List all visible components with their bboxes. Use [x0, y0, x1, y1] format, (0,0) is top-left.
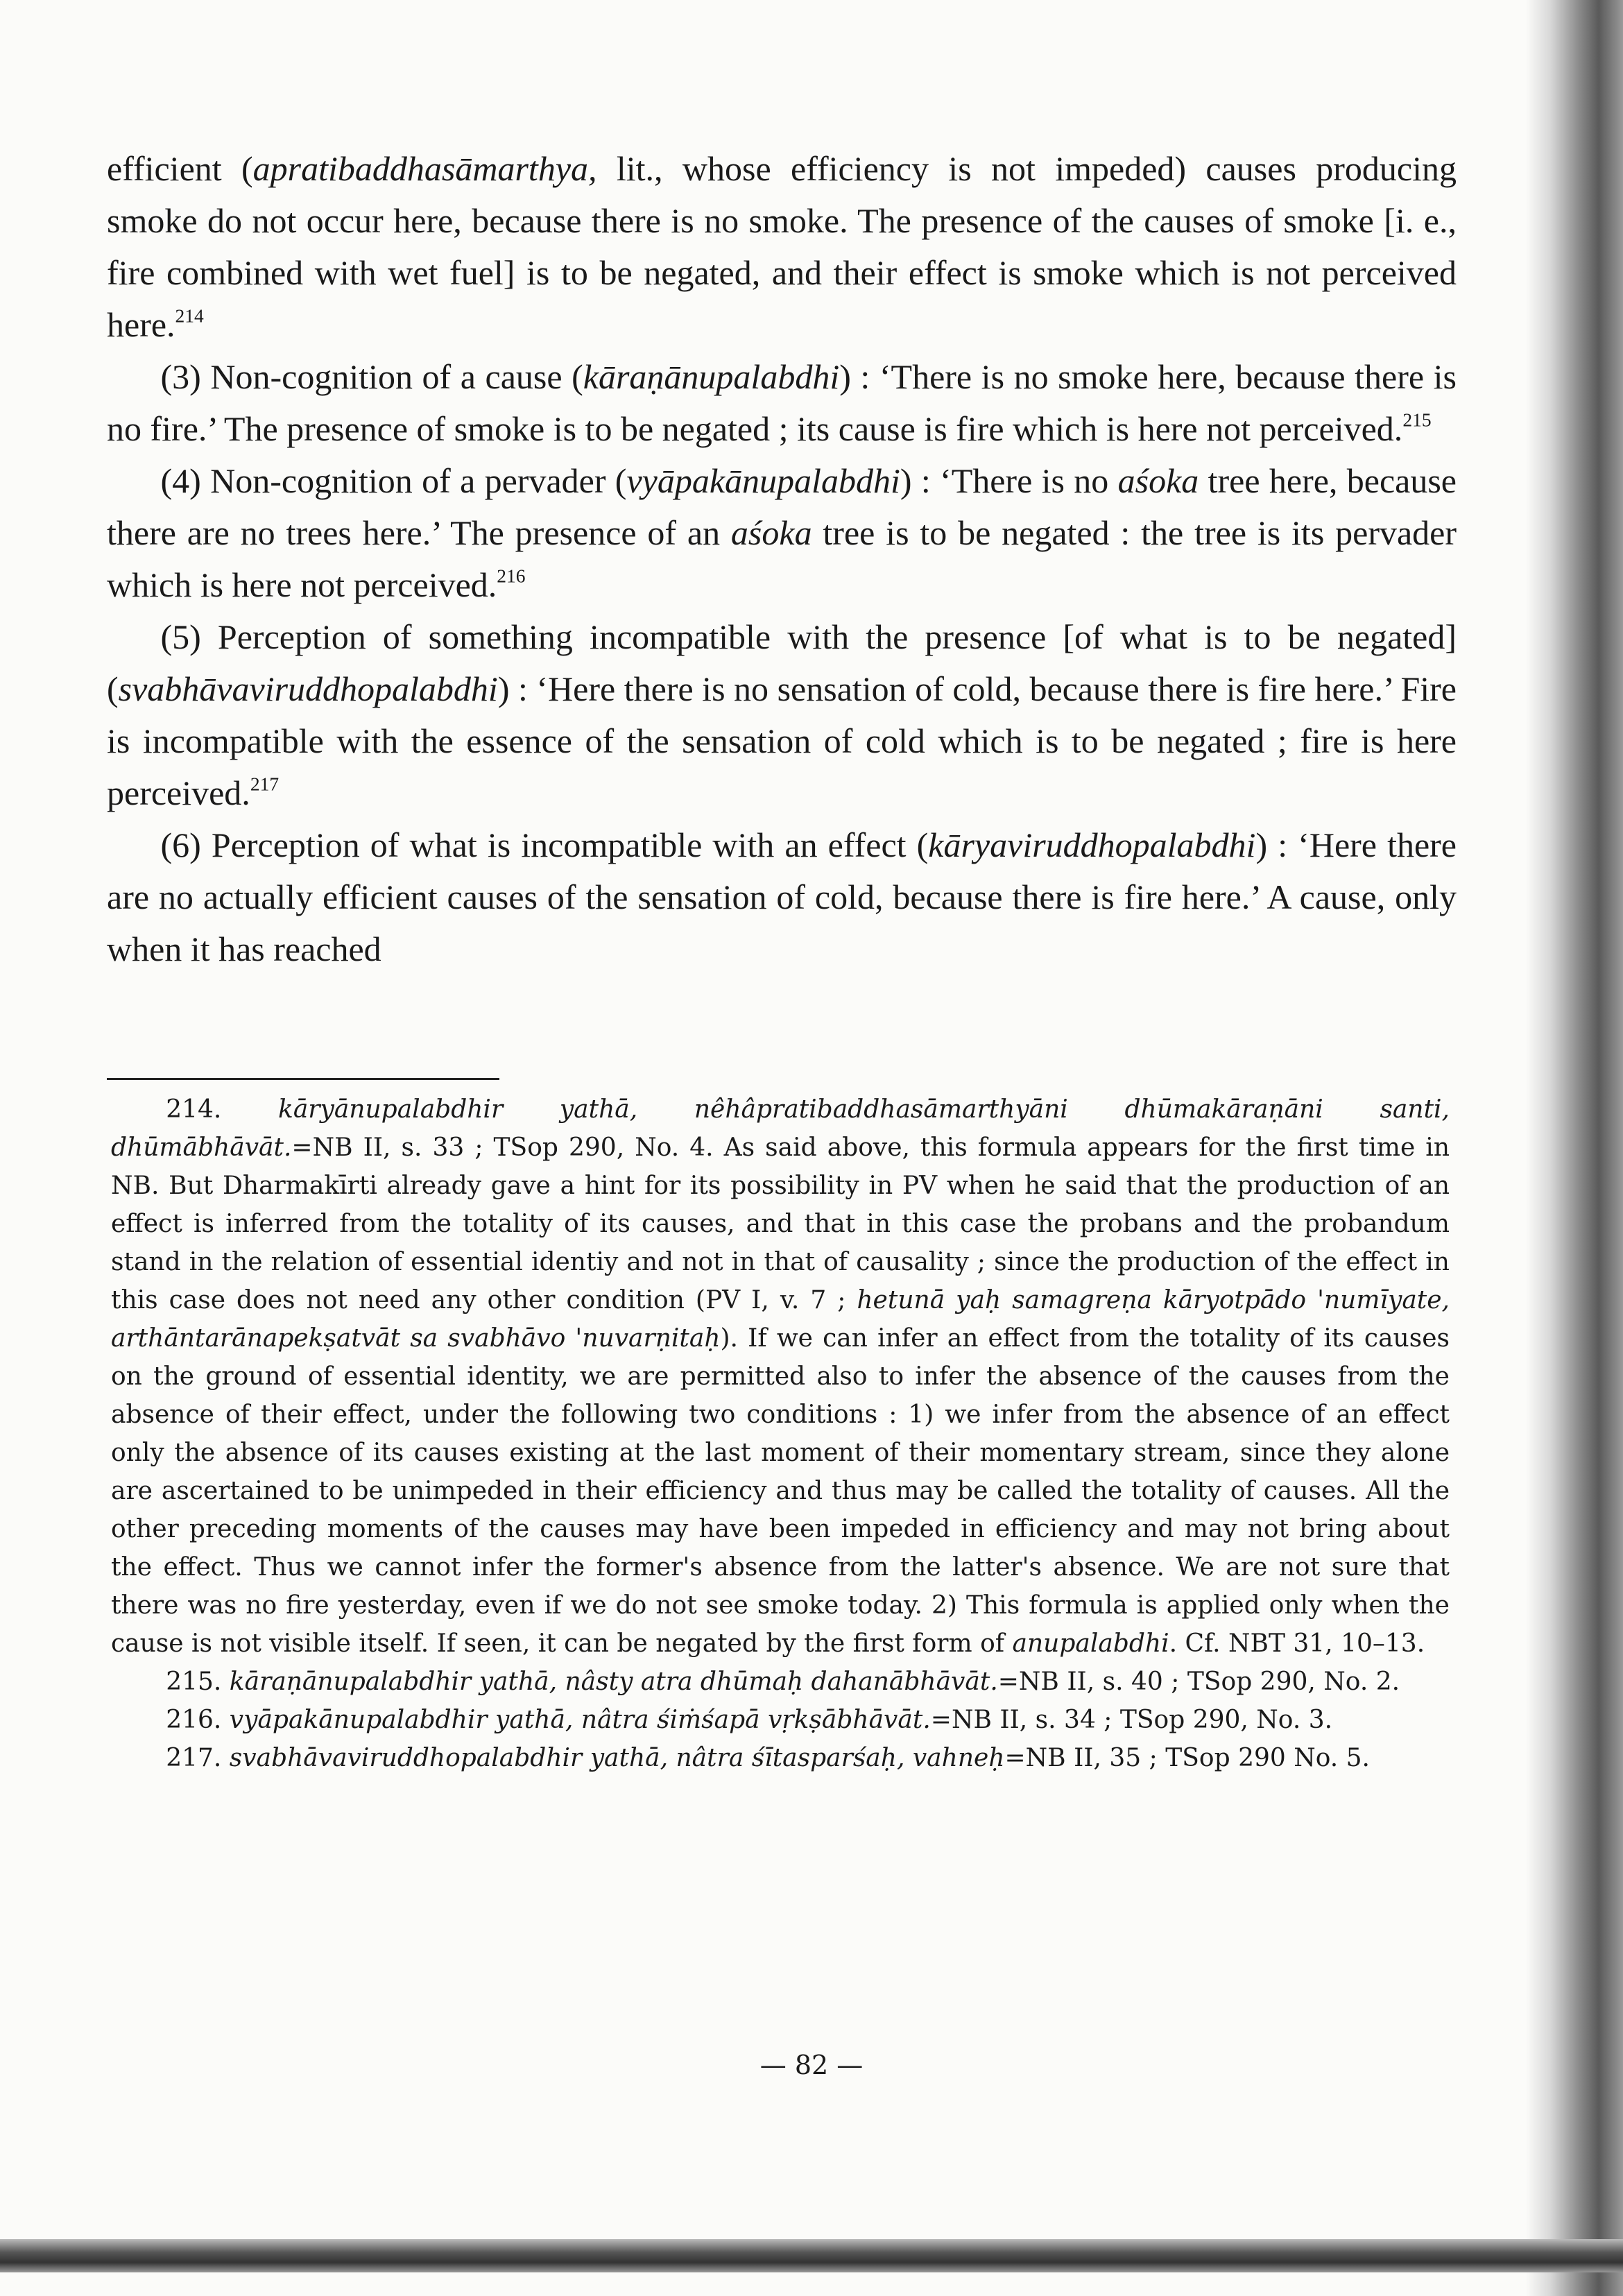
- paragraph: [107, 819, 1457, 975]
- footnote: [111, 1090, 1450, 1663]
- text-run: (3) Non-cognition of a cause (: [160, 357, 583, 396]
- text-run: 214.: [166, 1095, 279, 1124]
- italic-term: svabhāvaviruddhopalabdhir yathā, nâtra śītasparśaḥ, vahneḥ: [229, 1744, 1005, 1772]
- italic-term: anupalabdhi: [1012, 1629, 1169, 1658]
- page-number: — 82 —: [759, 2050, 864, 2080]
- paragraph: [107, 611, 1457, 819]
- footnote: [111, 1663, 1450, 1701]
- text-run: =NB II, s. 40 ; TSop 290, No. 2.: [997, 1668, 1400, 1696]
- italic-term: aśoka: [1117, 461, 1199, 500]
- footnote-reference: 215: [1402, 409, 1432, 431]
- text-run: ) : ‘There is no smoke here, because there is no fire.’ The presence of smoke is to be negated ; its cause is fire which is here not perceived.: [107, 357, 1457, 448]
- italic-term: kāraṇānupalabdhi: [583, 357, 840, 396]
- footnote-reference: 214: [175, 305, 204, 327]
- text-run: (5) Perception of something incompatible with the presence [of what is to be negated] (: [107, 617, 1457, 708]
- footnotes: [111, 1090, 1450, 1777]
- footnote: [111, 1701, 1450, 1739]
- text-run: 215.: [166, 1668, 230, 1696]
- main-text: [107, 143, 1457, 975]
- italic-term: kāryānupalabdhir yathā, nêhâpratibaddhasāmarthyāni dhūmakāraṇāni santi, dhūmābhāvāt.: [111, 1095, 1450, 1162]
- footnote: [111, 1739, 1450, 1777]
- text-run: (6) Perception of what is incompatible with an effect (: [160, 825, 929, 864]
- text-run: tree is to be negated : the tree is its pervader which is here not perceived.: [107, 513, 1457, 604]
- italic-term: kāryaviruddhopalabdhi: [928, 825, 1256, 864]
- text-run: 216.: [166, 1706, 230, 1734]
- footnote-reference: 216: [497, 565, 526, 587]
- paragraph: [107, 455, 1457, 611]
- text-run: ) : ‘There is no: [900, 461, 1118, 500]
- text-run: 217.: [166, 1744, 230, 1772]
- italic-term: svabhāvaviruddhopalabdhi: [118, 669, 498, 708]
- italic-term: vyāpakānupalabdhi: [626, 461, 900, 500]
- italic-term: hetunā yaḥ samagreṇa kāryotpādo 'numīyate, arthāntarānapekṣatvāt sa svabhāvo 'nuvarṇitaḥ: [111, 1286, 1450, 1353]
- italic-term: kāraṇānupalabdhir yathā, nâsty atra dhūmaḥ dahanābhāvāt.: [229, 1668, 998, 1696]
- scan-edge-shadow: [1526, 0, 1623, 2296]
- paragraph: [107, 143, 1457, 351]
- italic-term: apratibaddhasāmarthya,: [252, 149, 597, 188]
- text-run: efficient (: [107, 149, 253, 188]
- text-run: =NB II, s. 34 ; TSop 290, No. 3.: [930, 1706, 1333, 1734]
- footnote-reference: 217: [250, 773, 280, 795]
- text-run: =NB II, 35 ; TSop 290 No. 5.: [1004, 1744, 1370, 1772]
- italic-term: aśoka: [730, 513, 812, 552]
- text-run: ). If we can infer an effect from the totality of its causes on the ground of essential identity, we are permitted also to infer the absence of the causes from the absence of their effect, under the following two conditions : 1) we infer from the absence of an effect only the absence of its causes existing at the last moment of their momentary stream, since they alone are ascertained to be unimpeded in their efficiency and thus may be called the totality of causes. All the other preceding moments of the causes may have been impeded in efficiency and may not bring about the effect. Thus we cannot infer the former's absence from the latter's absence. We are not sure that there was no fire yesterday, even if we do not see smoke today. 2) This formula is applied only when the cause is not visible itself. If seen, it can be negated by the first form of: [111, 1324, 1450, 1658]
- footnote-separator: [107, 1078, 499, 1080]
- paragraph: [107, 351, 1457, 455]
- text-run: lit., whose efficiency is not impeded) causes producing smoke do not occur here, because there is no smoke. The presence of the causes of smoke [i. e., fire combined with wet fuel] is to be negated, and their effect is smoke which is not perceived here.: [107, 149, 1457, 344]
- scan-bottom-band: [0, 2239, 1623, 2272]
- italic-term: vyāpakānupalabdhir yathā, nâtra śiṁśapā vṛkṣābhāvāt.: [229, 1706, 931, 1734]
- text-run: =NB II, s. 33 ; TSop 290, No. 4. As said above, this formula appears for the first time in NB. But Dharmakīrti already gave a hint for its possibility in PV when he said that the production of an effect is inferred from the totality of its causes, and that in this case the probans and the probandum stand in the relation of essential identiy and not in that of causality ; since the production of the effect in this case does not need any other condition (PV I, v. 7 ;: [111, 1133, 1450, 1314]
- text-run: (4) Non-cognition of a pervader (: [160, 461, 627, 500]
- text-run: tree here, because there are no trees here.’ The presence of an: [107, 461, 1457, 552]
- text-run: . Cf. NBT 31, 10–13.: [1169, 1629, 1425, 1658]
- text-run: ) : ‘Here there are no actually efficient causes of the sensation of cold, because there is fire here.’ A cause, only when it has reached: [107, 825, 1457, 968]
- text-run: ) : ‘Here there is no sensation of cold, because there is fire here.’ Fire is incompatible with the essence of the sensation of cold which is to be negated ; fire is here perceived.: [107, 669, 1457, 812]
